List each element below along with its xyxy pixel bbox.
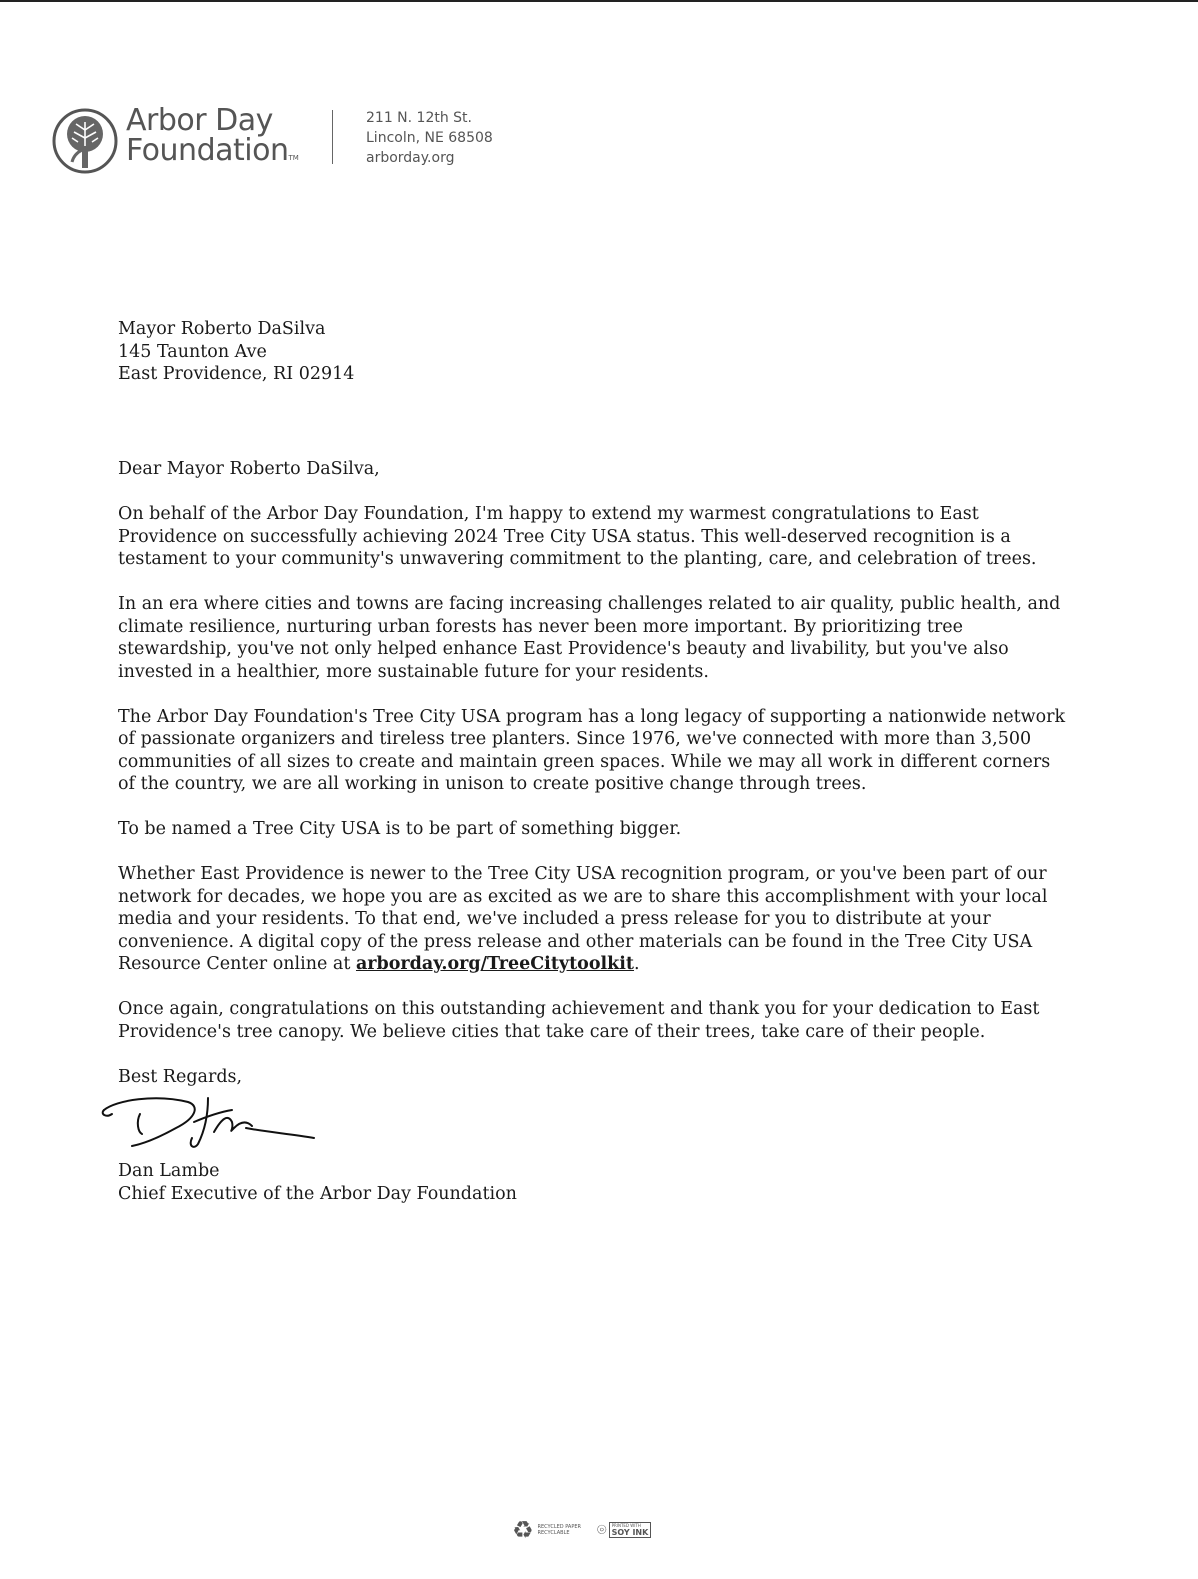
soy-ink-box: [609, 1522, 652, 1538]
paragraph-thank-you: [118, 998, 1068, 1043]
paragraph-congratulations: [118, 503, 1068, 571]
body-line: On behalf of the Arbor Day Foundation, I'm happy to extend my warmest congratulations to East: [118, 504, 979, 524]
logo-wordmark: [126, 103, 299, 173]
body-line: Providence's tree canopy. We believe cities that take care of their trees, take care of their people.: [118, 1021, 986, 1042]
body-line-with-link: [118, 953, 1068, 976]
logo-line-foundation: [126, 133, 299, 173]
address-street: 211 N. 12th St.: [366, 110, 472, 126]
toolkit-link[interactable]: arborday.org/TreeCitytoolkit: [355, 954, 635, 974]
soy-line2: SOY INK: [611, 1528, 649, 1537]
paragraph-something-bigger: [118, 818, 1068, 841]
recycled-line2: RECYCLABLE: [537, 1530, 570, 1536]
signer-title: Chief Executive of the Arbor Day Foundation: [118, 1183, 517, 1204]
body-line: of passionate organizers and tireless tree planters. Since 1976, we've connected with more than 3,500: [118, 729, 1032, 749]
body-line: communities of all sizes to create and maintain green spaces. While we may all work in different corners: [118, 751, 1051, 772]
body-line: of the country, we are all working in unison to create positive change through trees.: [118, 774, 867, 794]
arbor-day-logo: [52, 104, 312, 176]
scan-edge-line: [0, 0, 1198, 2]
closing: Best Regards,: [118, 1067, 243, 1087]
body-line: In an era where cities and towns are facing increasing challenges related to air quality, public health, and: [118, 594, 1061, 614]
recipient-city: East Providence, RI 02914: [118, 364, 355, 384]
handwritten-signature: [96, 1088, 326, 1158]
paragraph-program-legacy: [118, 706, 1068, 796]
body-line: testament to your community's unwavering commitment to the planting, care, and celebration of trees.: [118, 549, 1037, 569]
paragraph-urban-forests: [118, 593, 1068, 683]
body-line: media and your residents. To that end, we've included a press release for you to distribute at your: [118, 909, 991, 929]
footer-badges: [512, 1515, 651, 1545]
body-line: To be named a Tree City USA is to be part of something bigger.: [118, 819, 682, 839]
recycle-icon: ♻: [512, 1516, 534, 1544]
soy-ink-badge: [597, 1520, 651, 1540]
recipient-block: [118, 318, 354, 386]
letterhead-divider: [332, 110, 333, 164]
body-line: Whether East Providence is newer to the Tree City USA recognition program, or you've been part of our: [118, 864, 1047, 884]
signer-block: [118, 1160, 517, 1205]
recycled-paper-badge: [512, 1518, 581, 1542]
recycled-line1: RECYCLED PAPER: [537, 1524, 581, 1530]
body-line: invested in a healthier, more sustainable future for your residents.: [118, 661, 709, 682]
link-prefix: Resource Center online at: [118, 954, 356, 974]
body-line: climate resilience, nurturing urban forests has never been more important. By prioritizing tree: [118, 616, 963, 637]
body-line: The Arbor Day Foundation's Tree City USA program has a long legacy of supporting a nationwide network: [118, 706, 1066, 727]
body-line: stewardship, you've not only helped enhance East Providence's beauty and livability, but you've also: [118, 639, 1009, 659]
paragraph-press-release: [118, 863, 1068, 976]
letter-body: [118, 503, 1068, 1066]
body-line: convenience. A digital copy of the press release and other materials can be found in the Tree City USA: [118, 931, 1033, 952]
recycled-text: [538, 1524, 581, 1536]
soybean-icon: ⌾: [596, 1520, 607, 1539]
body-line: Once again, congratulations on this outstanding achievement and thank you for your dedication to East: [118, 999, 1040, 1019]
salutation: Dear Mayor Roberto DaSilva,: [118, 459, 380, 479]
logo-foundation-text: Foundation: [126, 133, 289, 168]
body-line: Providence on successfully achieving 2024 Tree City USA status. This well-deserved recognition is a: [118, 526, 1011, 547]
recipient-street: 145 Taunton Ave: [118, 341, 267, 362]
tree-logo-icon: [52, 108, 118, 174]
body-line: network for decades, we hope you are as excited as we are to share this accomplishment with your local: [118, 886, 1048, 907]
soy-line1: PRINTED WITH: [611, 1523, 641, 1528]
trademark-mark: TM: [288, 154, 299, 162]
address-website: arborday.org: [366, 150, 455, 166]
link-suffix: .: [634, 954, 640, 974]
signer-name: Dan Lambe: [118, 1161, 220, 1181]
foundation-address: [366, 108, 493, 168]
logo-line-arbor-day: Arbor Day: [126, 103, 273, 138]
recipient-name: Mayor Roberto DaSilva: [118, 319, 326, 339]
address-city: Lincoln, NE 68508: [366, 130, 493, 146]
